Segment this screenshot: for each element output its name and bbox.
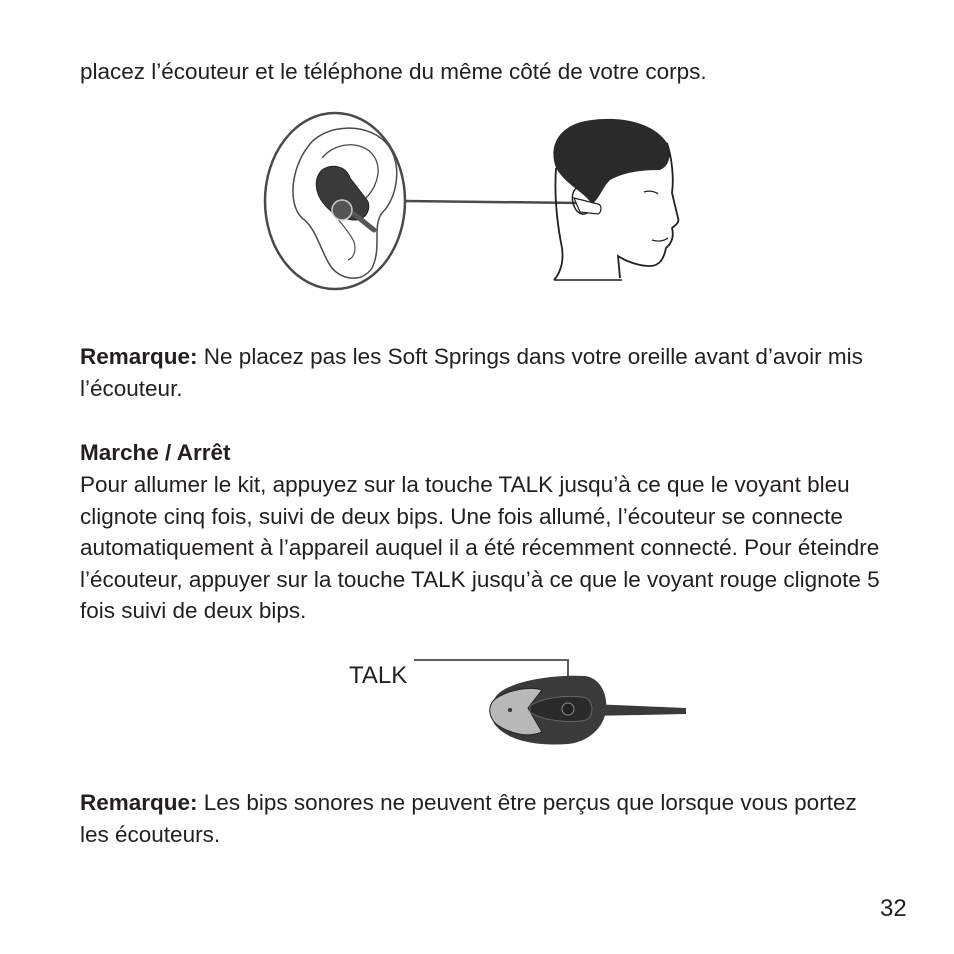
page-number: 32 (880, 895, 907, 922)
earbud-button-icon (332, 200, 352, 220)
headset-illustration (410, 654, 695, 754)
note-remarque-1 (80, 341, 880, 404)
intro-text: placez l’écouteur et le téléphone du même côté de votre corps. (80, 59, 707, 84)
note-label: Remarque: (80, 344, 198, 369)
body-paragraph: Pour allumer le kit, appuyez sur la touche TALK jusqu’à ce que le voyant bleu clignote cinq fois, suivi de deux bips. Une fois allumé, l’écouteur se connecte automatiquement à l’appareil auquel il a été récemment connecté. Pour éteindre l’écouteur, appuyer sur la touche TALK jusqu’à ce que le voyant rouge clignote 5 fois suivi de deux bips. (80, 472, 880, 623)
note-text: Ne placez pas les Soft Springs dans votre oreille avant d’avoir mis l’écouteur. (80, 344, 863, 401)
callout-line (405, 201, 580, 203)
talk-button-icon (562, 703, 574, 715)
note-remarque-2 (80, 787, 880, 850)
head-mouth (652, 238, 668, 241)
note-text: Les bips sonores ne peuvent être perçus que lorsque vous portez les écouteurs. (80, 790, 857, 847)
head-eye (644, 191, 658, 194)
note-label: Remarque: (80, 790, 198, 815)
section-heading: Marche / Arrêt (80, 440, 231, 465)
talk-label: TALK (349, 662, 408, 689)
head-neck-back (554, 168, 563, 280)
ear-headset-illustration (262, 108, 692, 296)
